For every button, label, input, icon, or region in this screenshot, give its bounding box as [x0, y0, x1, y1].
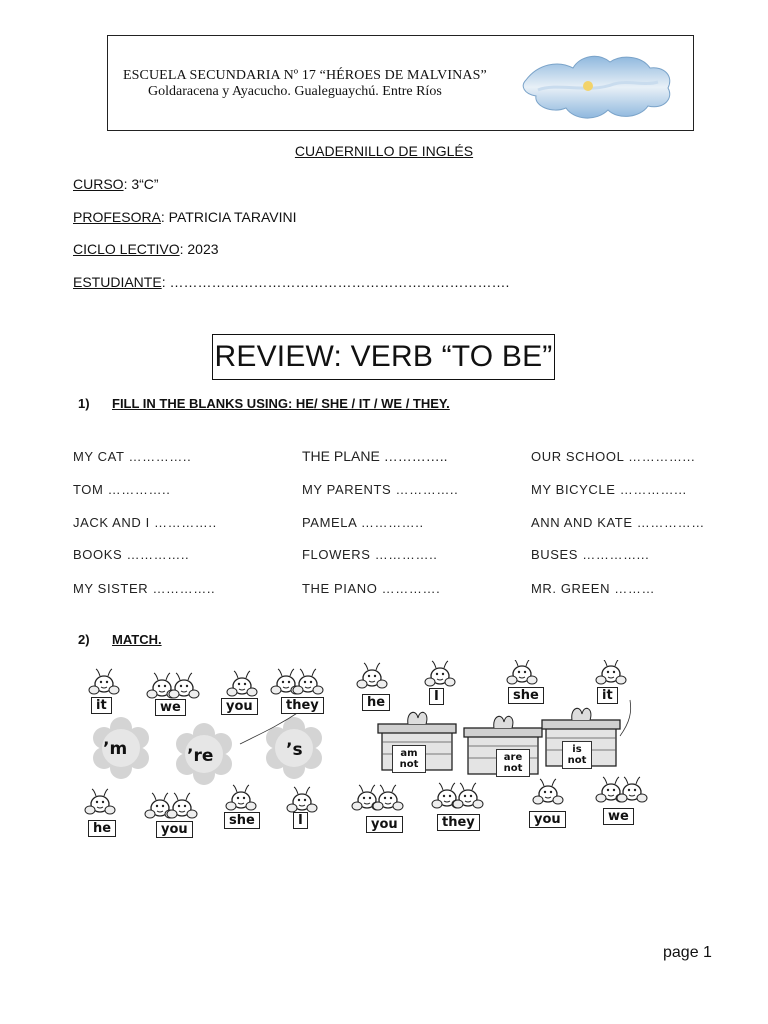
pronoun-tag: you	[366, 816, 403, 833]
school-name: ESCUELA SECUNDARIA Nº 17 “HÉROES DE MALVINAS”	[123, 68, 487, 83]
fill-item: MY BICYCLE …………...	[531, 482, 687, 497]
fill-item: BUSES …………...	[531, 547, 650, 562]
pronoun-tag: she	[508, 687, 544, 704]
pronoun-tag: we	[155, 699, 186, 716]
profesora-value: : PATRICIA TARAVINI	[160, 209, 297, 225]
curso-line	[73, 176, 159, 192]
task-1-number: 1)	[78, 396, 90, 411]
curso-value: : 3“C”	[123, 176, 159, 192]
task-2-number: 2)	[78, 632, 90, 647]
contraction-flower: ’s	[286, 740, 303, 760]
review-title-box	[212, 334, 555, 380]
ciclo-line	[73, 241, 219, 257]
booklet-title	[0, 143, 768, 159]
review-title: REVIEW: VERB “TO BE”	[214, 340, 553, 373]
pronoun-tag: you	[529, 811, 566, 828]
pronoun-tag: they	[281, 697, 324, 714]
profesora-line	[73, 209, 297, 225]
estudiante-line	[73, 274, 509, 290]
fill-item: TOM …………..	[73, 482, 171, 497]
fill-item: MY PARENTS …………..	[302, 482, 459, 497]
page-number: page 1	[663, 944, 712, 961]
fill-item: OUR SCHOOL …………...	[531, 449, 696, 464]
curso-label: CURSO	[73, 176, 124, 192]
fill-item: PAMELA …………..	[302, 515, 424, 530]
pronoun-tag: they	[437, 814, 480, 831]
fill-item: MY SISTER …………..	[73, 581, 216, 596]
fill-item: ANN AND KATE ……………	[531, 515, 705, 530]
pronoun-tag: we	[603, 808, 634, 825]
fill-item: THE PIANO ………….	[302, 581, 441, 596]
pronoun-tag: you	[156, 821, 193, 838]
ciclo-label: CICLO LECTIVO	[73, 241, 180, 257]
ciclo-value: : 2023	[179, 241, 219, 257]
task-1-heading	[78, 396, 450, 411]
estudiante-label: ESTUDIANTE	[73, 274, 162, 290]
fill-item: FLOWERS …………..	[302, 547, 438, 562]
task-2-instruction: MATCH.	[112, 632, 162, 647]
estudiante-value: : ……………………………………………………………….	[161, 274, 510, 290]
pronoun-tag: it	[91, 697, 112, 714]
profesora-label: PROFESORA	[73, 209, 161, 225]
fill-item: BOOKS …………..	[73, 547, 190, 562]
crate-label: are not	[496, 749, 530, 777]
school-address: Goldaracena y Ayacucho. Gualeguaychú. Entre Ríos	[148, 84, 442, 99]
task-1-instruction: FILL IN THE BLANKS USING: HE/ SHE / IT / WE / THEY.	[112, 396, 450, 411]
fill-item-text: THE PLANE …………..	[302, 448, 448, 464]
contraction-flower: ’re	[187, 746, 214, 766]
pronoun-tag: he	[88, 820, 116, 837]
malvinas-map-icon	[518, 42, 678, 126]
crate-label: am not	[392, 745, 426, 773]
fill-item: MR. GREEN ………	[531, 581, 656, 596]
pronoun-tag: I	[429, 688, 444, 705]
crate-label: is not	[562, 741, 592, 769]
pronoun-tag: he	[362, 694, 390, 711]
fill-item: JACK AND I …………..	[73, 515, 217, 530]
pronoun-tag: it	[597, 687, 618, 704]
pronoun-tag: I	[293, 812, 308, 829]
contraction-flower: ’m	[103, 739, 128, 759]
pronoun-tag: you	[221, 698, 258, 715]
fill-item: MY CAT …………..	[73, 449, 192, 464]
task-2-heading	[78, 632, 162, 647]
pronoun-tag: she	[224, 812, 260, 829]
fill-item	[302, 448, 447, 464]
booklet-title-text: CUADERNILLO DE INGLÉS	[294, 143, 474, 159]
